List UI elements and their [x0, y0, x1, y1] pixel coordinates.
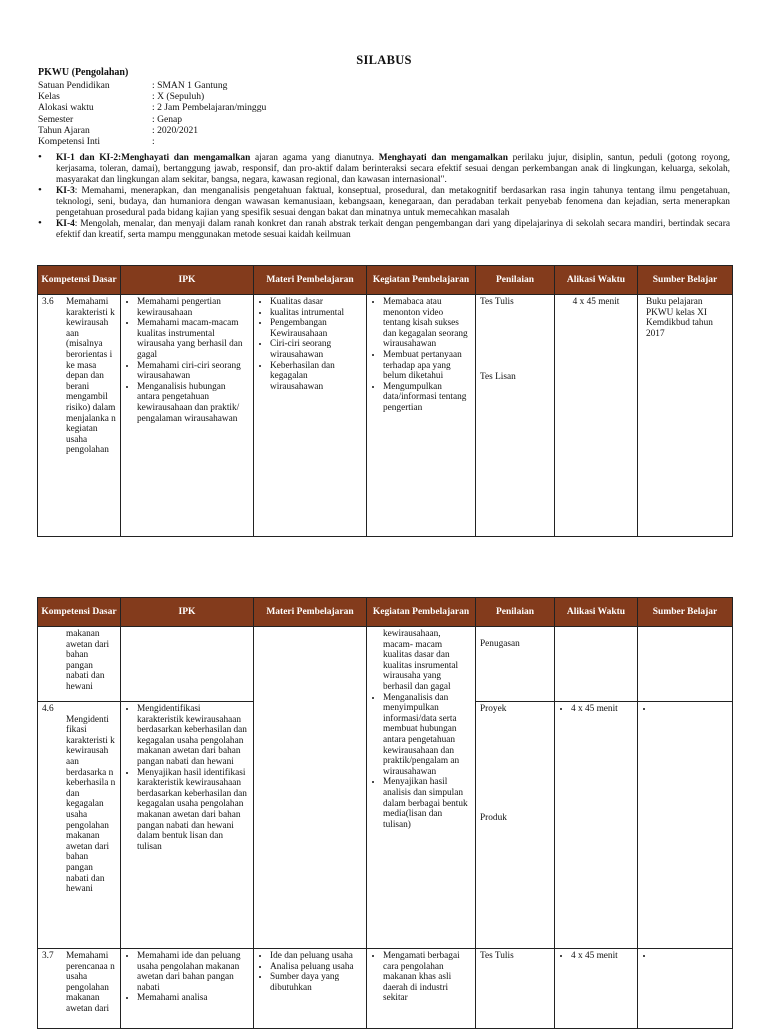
ki-label: KI-4 — [56, 219, 75, 229]
header-waktu: Alikasi Waktu — [555, 266, 638, 295]
header-kegiatan: Kegiatan Pembelajaran — [367, 266, 476, 295]
kegiatan-intro: kewirausahaan, macam- macam kualitas dasar dan kualitas insrumental wirausaha yang berhasil dan gagal — [383, 629, 459, 692]
info-row — [38, 136, 266, 147]
cell-waktu — [555, 702, 638, 949]
list-item: • Memahami macam-macam kualitas instrumental wirausaha yang berhasil dan gagal — [137, 318, 249, 360]
header-sumber: Sumber Belajar — [638, 598, 733, 627]
cell-sumber — [638, 627, 733, 702]
list-item: • Kualitas dasar — [270, 297, 362, 308]
list-item: • Mengumpulkan data/informasi tentang pengertian — [383, 382, 471, 414]
ki-text: ajaran agama yang dianutnya. — [250, 153, 379, 163]
ki-colon: : — [118, 153, 122, 163]
cell-penilaian — [476, 702, 555, 949]
cell-waktu — [555, 295, 638, 537]
info-row — [38, 125, 266, 136]
table-row — [38, 295, 733, 537]
list-item: • kualitas intrumental — [270, 308, 362, 319]
cell-penilaian — [476, 949, 555, 1029]
cell-ipk — [121, 627, 254, 702]
header-kompetensi-dasar: Kompetensi Dasar — [38, 266, 121, 295]
ki-bold-phrase: Menghayati dan mengamalkan — [378, 153, 508, 163]
kd-number: 4.6 — [42, 704, 54, 714]
header-materi: Materi Pembelajaran — [254, 598, 367, 627]
info-row — [38, 91, 266, 102]
kompetensi-inti-list — [38, 153, 730, 241]
cell-materi — [254, 627, 367, 949]
cell-waktu — [555, 949, 638, 1029]
list-item: • Mengamati berbagai cara pengolahan makanan khas asli daerah di industri sekitar — [383, 951, 471, 1004]
list-item: • Memahami analisa — [137, 993, 249, 1004]
ki-text: : Memahami, menerapkan, dan menganalisis pengetahuan faktual, konseptual, prosedural, dan metakognitif berdasarkan rasa ingin tahunya tentang ilmu pengetahuan, teknologi, seni, budaya, dan humaniora dengan wawasan kemanusiaan, kebangsaan, kenegaraan, dan peradaban terkait penyebab fenomena dan kejadian, serta menerapkan pengetahuan prosedural pada bidang kajian yang spesifik sesuai dengan bakat dan minatnya untuk memecahkan masalah — [56, 186, 730, 218]
spacer — [480, 308, 550, 372]
info-label: Kelas — [38, 91, 60, 103]
kd-text: makanan awetan dari bahan pangan nabati dan hewani — [66, 629, 110, 692]
page-title: SILABUS — [356, 53, 412, 67]
header-kompetensi-dasar: Kompetensi Dasar — [38, 598, 121, 627]
info-label: Kompetensi Inti — [38, 136, 101, 148]
list-item: • Analisa peluang usaha — [270, 962, 362, 973]
header-penilaian: Penilaian — [476, 266, 555, 295]
ki-item — [38, 186, 730, 219]
table-header-row — [38, 598, 733, 627]
cell-waktu — [555, 627, 638, 702]
sumber-value: Buku pelajaran PKWU kelas XI Kemdikbud tahun 2017 — [646, 297, 713, 339]
course-name: PKWU (Pengolahan) — [38, 67, 129, 78]
list-item: • Menyajikan hasil analisis dan simpulan dalam berbagai bentuk media(lisan dan tulisan) — [383, 777, 471, 830]
cell-kegiatan — [367, 627, 476, 949]
info-value: : SMAN 1 Gantung — [152, 80, 228, 91]
penilaian-item: Tes Tulis — [480, 951, 514, 961]
cell-sumber — [638, 702, 733, 949]
list-item: • Memahami ide dan peluang usaha pengolahan makanan awetan dari bahan pangan nabati — [137, 951, 249, 993]
list-item: • Memahami pengertian kewirausahaan — [137, 297, 249, 318]
cell-penilaian — [476, 627, 555, 702]
info-label: Semester — [38, 113, 74, 125]
list-item — [654, 704, 728, 715]
list-item: • Ciri-ciri seorang wirausahawan — [270, 339, 362, 360]
info-value: : 2020/2021 — [152, 124, 199, 136]
waktu-value: 4 x 45 menit — [572, 297, 620, 307]
syllabus-table-1 — [37, 265, 733, 537]
list-item: • Menganalisis dan menyimpulkan informasi/data serta membuat hubungan antara pengetahuan kewirausahaan dan praktik/pengalam an wirausahawan — [383, 693, 471, 778]
list-item: • 4 x 45 menit — [571, 704, 633, 715]
ki-bold-phrase: Menghayati dan mengamalkan — [121, 153, 251, 163]
kd-number: 3.7 — [42, 951, 54, 961]
cell-sumber — [638, 295, 733, 537]
kd-text: Memahami perencanaa n usaha pengolahan makanan awetan dari — [66, 951, 115, 1014]
info-value: : X (Sepuluh) — [152, 91, 205, 103]
ki-label: KI-1 dan KI-2 — [56, 153, 119, 163]
info-value: : 2 Jam Pembelajaran/minggu — [152, 102, 267, 114]
kd-text: Memahami karakteristi k kewirausah aan (misalnya berorientas i ke masa depan dan berani mengambil risiko) dalam menjalanka n kegiatan usaha pengolahan — [66, 297, 116, 456]
cell-sumber — [638, 949, 733, 1029]
syllabus-table-2 — [37, 597, 733, 1029]
info-row — [38, 114, 266, 125]
header-kegiatan: Kegiatan Pembelajaran — [367, 598, 476, 627]
list-item: • Pengembangan Kewirausahaan — [270, 318, 362, 339]
list-item — [654, 951, 728, 962]
ki-item — [38, 153, 730, 186]
penilaian-item: Tes Tulis — [480, 297, 514, 307]
spacer — [480, 715, 550, 813]
cell-kegiatan — [367, 295, 476, 537]
list-item: • Memabaca atau menonton video tentang kisah sukses dan kegagalan seorang wirausahawan — [383, 297, 471, 350]
cell-materi — [254, 949, 367, 1029]
cell-penilaian — [476, 295, 555, 537]
info-value: : Genap — [152, 113, 183, 125]
header-materi: Materi Pembelajaran — [254, 266, 367, 295]
list-item: • Sumber daya yang dibutuhkan — [270, 972, 362, 993]
list-item: • Memahami ciri-ciri seorang wirausahawan — [137, 361, 249, 382]
kd-text: Mengidenti fikasi karakteristi k kewirausah aan berdasarka n keberhasila n dan kegagalan usaha pengolahan makanan awetan dari bahan pangan nabati dan hewani — [66, 714, 116, 895]
info-block — [38, 80, 266, 147]
cell-kd — [38, 949, 121, 1029]
cell-kegiatan — [367, 949, 476, 1029]
header-sumber: Sumber Belajar — [638, 266, 733, 295]
list-item: • 4 x 45 menit — [571, 951, 633, 962]
list-item: • Menyajikan hasil identifikasi karakteristik kewirausahaan berdasarkan keberhasilan dan kegagalan usaha pengolahan makanan awetan dari bahan pangan nabati dan hewani dalam bentuk lisan dan tulisan — [137, 768, 249, 853]
table-row — [38, 627, 733, 702]
penilaian-item: Tes Lisan — [480, 371, 516, 382]
header-ipk: IPK — [121, 598, 254, 627]
info-row — [38, 102, 266, 113]
list-item: • Keberhasilan dan kegagalan wirausahawan — [270, 361, 362, 393]
list-item: • Mengidentifikasi karakteristik kewirausahaan berdasarkan keberhasilan dan kegagalan usaha pengolahan makanan awetan dari bahan pangan nabati dan hewani — [137, 704, 249, 768]
cell-materi — [254, 295, 367, 537]
info-label: Tahun Ajaran — [38, 124, 90, 136]
header-penilaian: Penilaian — [476, 598, 555, 627]
info-label: Satuan Pendidikan — [38, 80, 110, 91]
info-value: : — [152, 136, 155, 148]
table-header-row — [38, 266, 733, 295]
ki-item — [38, 219, 730, 241]
list-item: • Ide dan peluang usaha — [270, 951, 362, 962]
cell-ipk — [121, 295, 254, 537]
ki-text: perilaku jujur, disiplin, santun, peduli (gotong royong, kerjasama, toleran, damai), bertanggung jawab, responsif, dan pro-aktif dalam berinteraksi secara efektif sesuai dengan perkembangan anak di lingkungan, keluarga, sekolah, masyarakat dan lingkungan alam sekitar, bangsa, negara, kawasan regional, dan kawasan internasional". — [56, 153, 730, 185]
table-row — [38, 949, 733, 1029]
header-ipk: IPK — [121, 266, 254, 295]
cell-kd — [38, 627, 121, 702]
penilaian-item: Proyek — [480, 704, 507, 714]
ki-text: : Mengolah, menalar, dan menyaji dalam ranah konkret dan ranah abstrak terkait dengan pengembangan dari yang dipelajarinya di sekolah secara mandiri, bertindak secara efektif dan kreatif, serta mampu menggunakan metode sesuai kaidah keilmuan — [56, 219, 730, 240]
ki-label: KI-3 — [56, 186, 75, 196]
cell-kd — [38, 702, 121, 949]
kd-number: 3.6 — [42, 297, 54, 307]
cell-kd — [38, 295, 121, 537]
list-item: • Membuat pertanyaan terhadap apa yang belum diketahui — [383, 350, 471, 382]
header-waktu: Alikasi Waktu — [555, 598, 638, 627]
info-label: Alokasi waktu — [38, 102, 94, 114]
penilaian-item: Produk — [480, 812, 507, 823]
penilaian-item: Penugasan — [480, 639, 520, 649]
cell-ipk — [121, 949, 254, 1029]
cell-ipk — [121, 702, 254, 949]
info-row — [38, 80, 266, 91]
list-item: • Menganalisis hubungan antara pengetahuan kewirausahaan dan praktik/ pengalaman wirausahawan — [137, 382, 249, 424]
